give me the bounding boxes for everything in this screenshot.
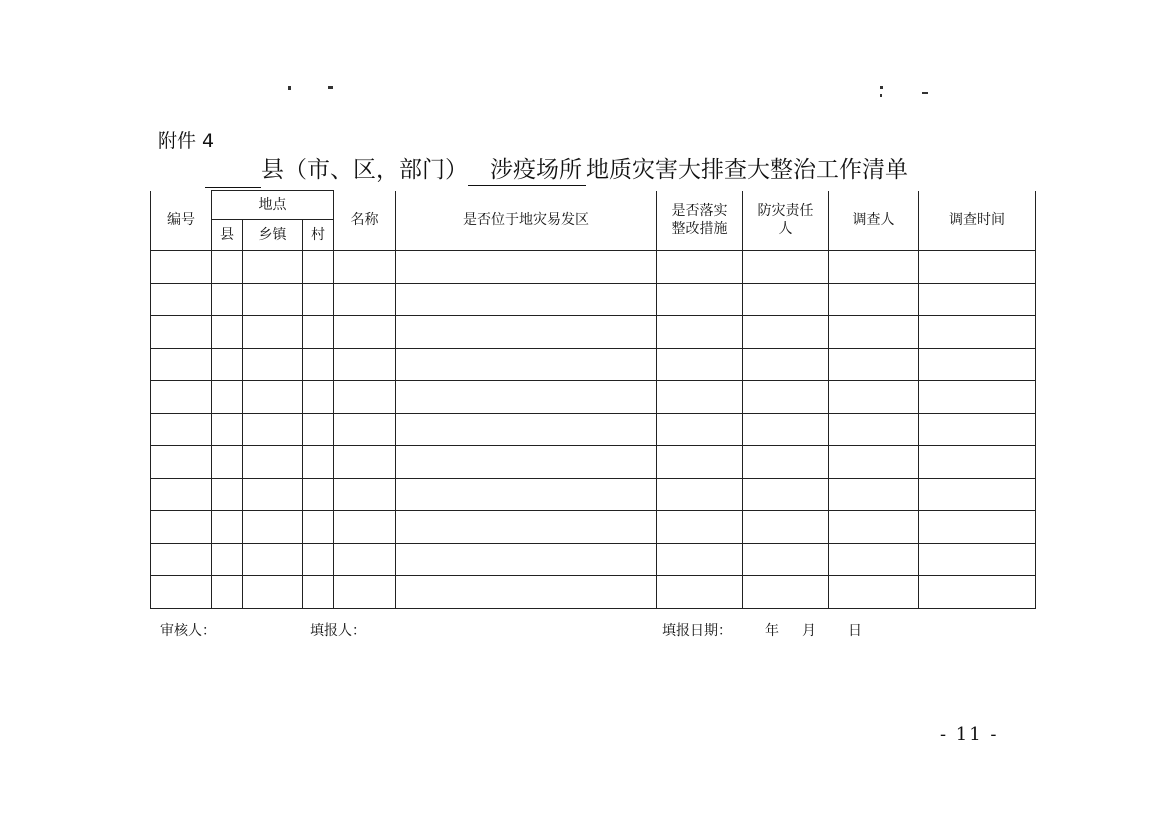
- header-investigator: 调查人: [829, 191, 919, 251]
- table-row: [151, 316, 1036, 349]
- table-cell: [151, 446, 212, 479]
- table-cell: [303, 251, 334, 284]
- header-name: 名称: [334, 191, 396, 251]
- table-cell: [151, 316, 212, 349]
- table-cell: [212, 283, 243, 316]
- scan-speck: [922, 92, 928, 94]
- table-cell: [243, 413, 303, 446]
- table-cell: [151, 413, 212, 446]
- table-cell: [212, 413, 243, 446]
- table-cell: [829, 576, 919, 609]
- table-cell: [334, 283, 396, 316]
- table-body: [151, 251, 1036, 609]
- table-cell: [334, 251, 396, 284]
- table-cell: [829, 381, 919, 414]
- table-cell: [657, 283, 743, 316]
- table-cell: [919, 316, 1036, 349]
- table-cell: [657, 478, 743, 511]
- scan-speck: [880, 94, 882, 97]
- table-cell: [303, 543, 334, 576]
- table-cell: [743, 251, 829, 284]
- table-cell: [829, 543, 919, 576]
- table-cell: [243, 576, 303, 609]
- table-cell: [212, 543, 243, 576]
- table-cell: [212, 478, 243, 511]
- table-cell: [396, 348, 657, 381]
- annex-label: 附件 4: [158, 130, 215, 152]
- page-number: - 11 -: [940, 724, 999, 745]
- table-cell: [303, 316, 334, 349]
- header-township: 乡镇: [243, 220, 303, 251]
- header-location: 地点: [212, 191, 334, 220]
- scan-speck: [328, 86, 333, 89]
- table-cell: [829, 478, 919, 511]
- table-cell: [334, 316, 396, 349]
- scan-speck: [880, 86, 883, 89]
- table-cell: [396, 381, 657, 414]
- title-blank-line: [205, 161, 261, 188]
- table-cell: [396, 446, 657, 479]
- table-row: [151, 478, 1036, 511]
- table-cell: [303, 348, 334, 381]
- table-cell: [243, 283, 303, 316]
- table-cell: [212, 251, 243, 284]
- table-cell: [919, 348, 1036, 381]
- table-cell: [212, 381, 243, 414]
- header-county: 县: [212, 220, 243, 251]
- table-cell: [303, 413, 334, 446]
- table-cell: [212, 576, 243, 609]
- table-cell: [243, 251, 303, 284]
- table-cell: [657, 251, 743, 284]
- table-cell: [743, 576, 829, 609]
- table-cell: [396, 316, 657, 349]
- table-cell: [919, 543, 1036, 576]
- table-cell: [657, 576, 743, 609]
- title-underlined-category: 涉疫场所: [468, 155, 586, 186]
- table-cell: [303, 283, 334, 316]
- table-cell: [243, 543, 303, 576]
- header-rectification: 是否落实整改措施: [657, 191, 743, 251]
- table-cell: [151, 511, 212, 544]
- table-cell: [396, 576, 657, 609]
- table-cell: [829, 348, 919, 381]
- table-cell: [829, 251, 919, 284]
- table-cell: [743, 446, 829, 479]
- table-cell: [829, 413, 919, 446]
- table-row: [151, 446, 1036, 479]
- table-cell: [151, 381, 212, 414]
- table-cell: [303, 446, 334, 479]
- table-cell: [829, 511, 919, 544]
- table-cell: [334, 576, 396, 609]
- document-title: [205, 152, 1005, 192]
- table-cell: [396, 413, 657, 446]
- table-cell: [243, 348, 303, 381]
- table-cell: [919, 381, 1036, 414]
- filler-label: 填报人：: [310, 623, 366, 639]
- day-label: 日: [848, 623, 862, 639]
- table-cell: [919, 576, 1036, 609]
- table-row: [151, 543, 1036, 576]
- table-cell: [151, 478, 212, 511]
- table-cell: [919, 446, 1036, 479]
- table-row: [151, 381, 1036, 414]
- header-survey-time: 调查时间: [919, 191, 1036, 251]
- table-row: [151, 413, 1036, 446]
- title-part1: 县（市、区，部门）: [261, 157, 468, 183]
- table-cell: [743, 511, 829, 544]
- table-cell: [919, 511, 1036, 544]
- table-cell: [743, 381, 829, 414]
- header-responsible: 防灾责任人: [743, 191, 829, 251]
- table-cell: [243, 316, 303, 349]
- table-cell: [743, 283, 829, 316]
- table-cell: [657, 511, 743, 544]
- table-cell: [212, 316, 243, 349]
- scan-speck: [288, 86, 291, 90]
- table-cell: [657, 348, 743, 381]
- table-cell: [303, 511, 334, 544]
- table-cell: [829, 446, 919, 479]
- table-cell: [919, 283, 1036, 316]
- table-cell: [243, 381, 303, 414]
- table-cell: [212, 446, 243, 479]
- table-cell: [334, 478, 396, 511]
- table-cell: [743, 478, 829, 511]
- table-cell: [151, 283, 212, 316]
- table-cell: [243, 478, 303, 511]
- table-row: [151, 576, 1036, 609]
- table-cell: [396, 251, 657, 284]
- table-cell: [151, 576, 212, 609]
- table-cell: [243, 446, 303, 479]
- table-row: [151, 283, 1036, 316]
- reviewer-label: 审核人：: [160, 623, 216, 639]
- table-cell: [396, 511, 657, 544]
- table-cell: [743, 316, 829, 349]
- table-cell: [919, 251, 1036, 284]
- table-cell: [657, 446, 743, 479]
- table-cell: [303, 576, 334, 609]
- year-label: 年: [765, 623, 779, 639]
- month-label: 月: [802, 623, 816, 639]
- survey-table: [150, 190, 1036, 609]
- header-id: 编号: [151, 191, 212, 251]
- header-village: 村: [303, 220, 334, 251]
- table-cell: [243, 511, 303, 544]
- table-header-row: [151, 191, 1036, 220]
- table-cell: [334, 348, 396, 381]
- table-cell: [829, 283, 919, 316]
- table-cell: [334, 413, 396, 446]
- table-cell: [919, 413, 1036, 446]
- table-cell: [212, 511, 243, 544]
- table-row: [151, 251, 1036, 284]
- table-cell: [396, 478, 657, 511]
- table-cell: [303, 478, 334, 511]
- table-cell: [919, 478, 1036, 511]
- title-part2: 地质灾害大排查大整治工作清单: [586, 157, 908, 183]
- table-cell: [396, 283, 657, 316]
- table-cell: [743, 348, 829, 381]
- table-cell: [743, 413, 829, 446]
- table-cell: [657, 413, 743, 446]
- table-cell: [334, 381, 396, 414]
- table-cell: [829, 316, 919, 349]
- table-cell: [334, 511, 396, 544]
- table-cell: [743, 543, 829, 576]
- table-row: [151, 348, 1036, 381]
- table-cell: [303, 381, 334, 414]
- fill-date-label: 填报日期：: [662, 623, 732, 639]
- table-cell: [151, 348, 212, 381]
- header-in-prone-area: 是否位于地灾易发区: [396, 191, 657, 251]
- table-cell: [212, 348, 243, 381]
- table-cell: [657, 543, 743, 576]
- table-cell: [396, 543, 657, 576]
- table-cell: [334, 543, 396, 576]
- table-cell: [657, 316, 743, 349]
- table-cell: [151, 543, 212, 576]
- table-cell: [657, 381, 743, 414]
- table-cell: [151, 251, 212, 284]
- table-row: [151, 511, 1036, 544]
- table-cell: [334, 446, 396, 479]
